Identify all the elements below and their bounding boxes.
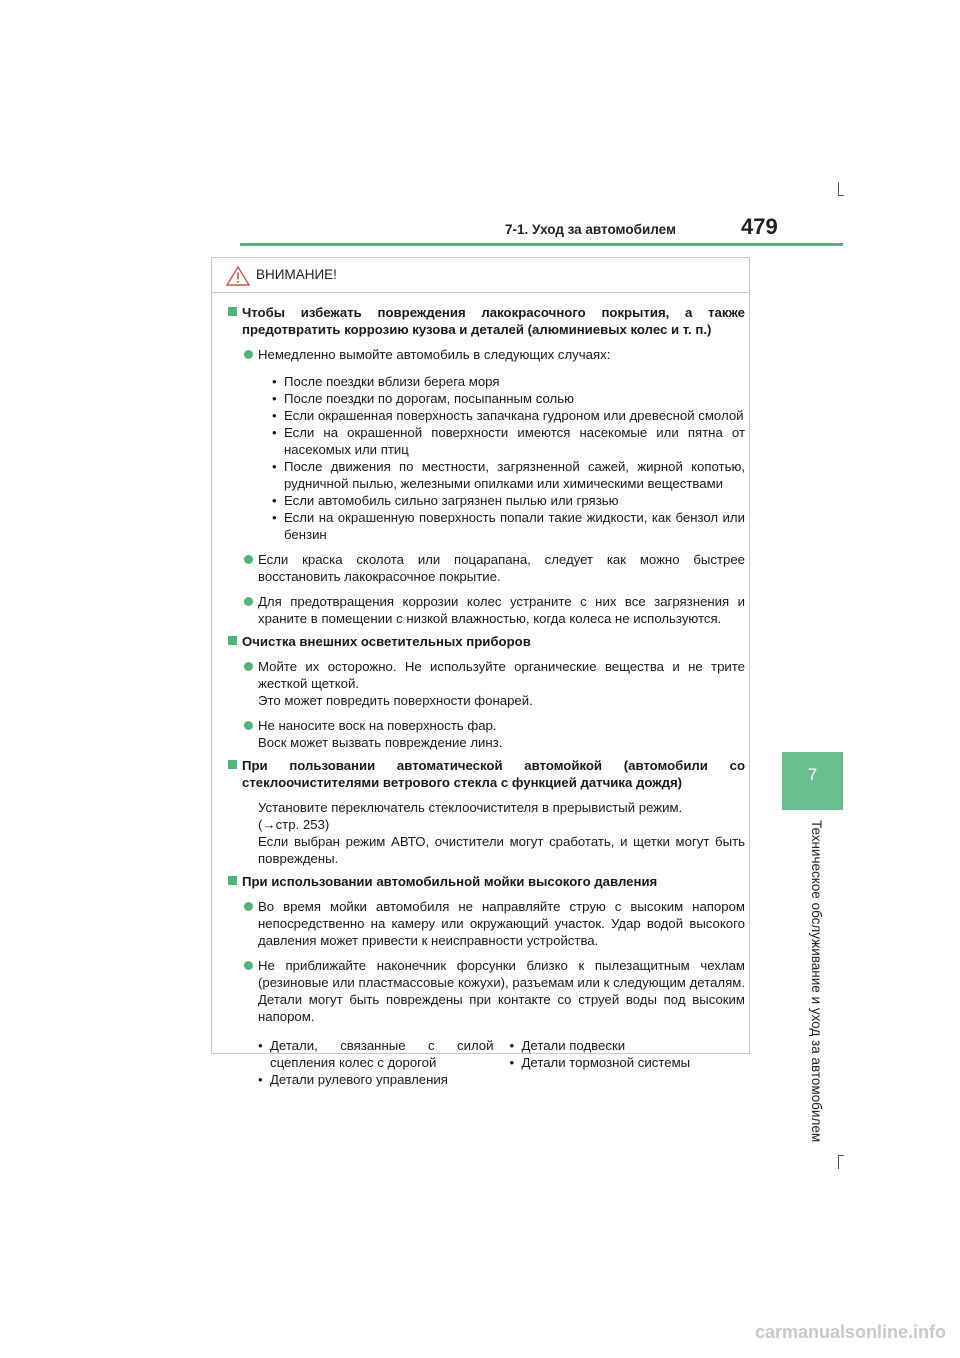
- list-item: • Детали, связанные с силой сцепления колес с дорогой: [258, 1037, 494, 1071]
- page-reference-link[interactable]: (→стр. 253): [258, 817, 330, 832]
- caution-content: [228, 298, 745, 1088]
- bullet-wheel-corrosion: Для предотвращения коррозии колес устраните с них все загрязнения и храните в помещении с низкой влажностью, когда колеса не используются.: [228, 593, 745, 627]
- page-number: 479: [741, 214, 778, 239]
- circle-bullet-icon: [244, 662, 253, 671]
- list-item: • Детали рулевого управления: [258, 1071, 494, 1088]
- wash-cases-list: [228, 373, 745, 543]
- caution-header: [212, 258, 749, 293]
- circle-bullet-icon: [244, 961, 253, 970]
- crop-mark-top-tick: [838, 195, 844, 196]
- list-item: • Если окрашенная поверхность запачкана гудроном или древесной смолой: [272, 407, 745, 424]
- chapter-tab: 7: [782, 752, 843, 810]
- list-item: • Если на окрашенную поверхность попали такие жидкости, как бензол или бензин: [272, 509, 745, 543]
- crop-mark-top: [838, 182, 839, 196]
- circle-bullet-icon: [244, 350, 253, 359]
- circle-bullet-icon: [244, 721, 253, 730]
- bullet-paint-chipped: Если краска сколота или поцарапана, следует как можно быстрее восстановить лакокрасочное покрытие.: [228, 551, 745, 585]
- list-item: • Если автомобиль сильно загрязнен пылью или грязью: [272, 492, 745, 509]
- crop-mark-bottom: [838, 1155, 839, 1169]
- square-bullet-icon: [228, 307, 237, 316]
- crop-mark-bottom-tick: [838, 1155, 844, 1156]
- bullet-wash-immediately: Немедленно вымойте автомобиль в следующих случаях:: [228, 346, 745, 363]
- list-item: • Детали тормозной системы: [510, 1054, 746, 1071]
- carwash-instructions: Установите переключатель стеклоочистителя в прерывистый режим. (→стр. 253) Если выбран режим АВТО, очистители могут сработать, и щетки могут быть повреждены.: [258, 800, 745, 866]
- bullet-wash-carefully: Мойте их осторожно. Не используйте органические вещества и не трите жесткой щеткой. Это может повредить поверхности фонарей.: [228, 658, 745, 709]
- section-heading-lights: Очистка внешних осветительных приборов: [228, 633, 745, 650]
- list-item: • После поездки по дорогам, посыпанным солью: [272, 390, 745, 407]
- circle-bullet-icon: [244, 555, 253, 564]
- list-item: • Детали подвески: [510, 1037, 746, 1054]
- circle-bullet-icon: [244, 902, 253, 911]
- list-item: • После поездки вблизи берега моря: [272, 373, 745, 390]
- list-item: • Если на окрашенной поверхности имеются насекомые или пятна от насекомых или птиц: [272, 424, 745, 458]
- bullet-nozzle: Не приближайте наконечник форсунки близко к пылезащитным чехлам (резиновые или пластмассовые кожухи), разъемам или к следующим деталям. Детали могут быть повреждены при контакте со струей воды под высоким напором.: [228, 957, 745, 1025]
- section-heading-carwash: При пользовании автоматической автомойкой (автомобили со стеклоочистителями ветрового стекла с функцией датчика дождя): [228, 757, 745, 791]
- parts-column-left: [258, 1037, 494, 1088]
- bullet-camera: Во время мойки автомобиля не направляйте струю с высоким напором непосредственно на камеру или окружающий участок. Удар водой высокого давления может привести к неисправности устройства.: [228, 898, 745, 949]
- parts-column-right: [510, 1037, 746, 1088]
- section-heading-pressure-wash: При использовании автомобильной мойки высокого давления: [228, 873, 745, 890]
- section-title: 7-1. Уход за автомобилем: [505, 222, 676, 237]
- list-item: • После движения по местности, загрязненной сажей, жирной копотью, рудничной пылью, железными опилками или химическими веществами: [272, 458, 745, 492]
- circle-bullet-icon: [244, 597, 253, 606]
- footer-watermark: carmanualsonline.info: [754, 1322, 946, 1342]
- parts-columns: [228, 1037, 745, 1088]
- warning-triangle-icon: [226, 266, 250, 286]
- caution-title: ВНИМАНИЕ!: [256, 267, 337, 282]
- caution-box: [211, 257, 750, 1087]
- square-bullet-icon: [228, 876, 237, 885]
- chapter-title: Техническое обслуживание и уход за автомобилем: [809, 820, 824, 1143]
- square-bullet-icon: [228, 636, 237, 645]
- header-divider: [240, 243, 843, 246]
- bullet-no-wax: Не наносите воск на поверхность фар. Воск может вызвать повреждение линз.: [228, 717, 745, 751]
- section-heading-paint: Чтобы избежать повреждения лакокрасочного покрытия, а также предотвратить коррозию кузова и деталей (алюминиевых колес и т. п.): [228, 304, 745, 338]
- square-bullet-icon: [228, 760, 237, 769]
